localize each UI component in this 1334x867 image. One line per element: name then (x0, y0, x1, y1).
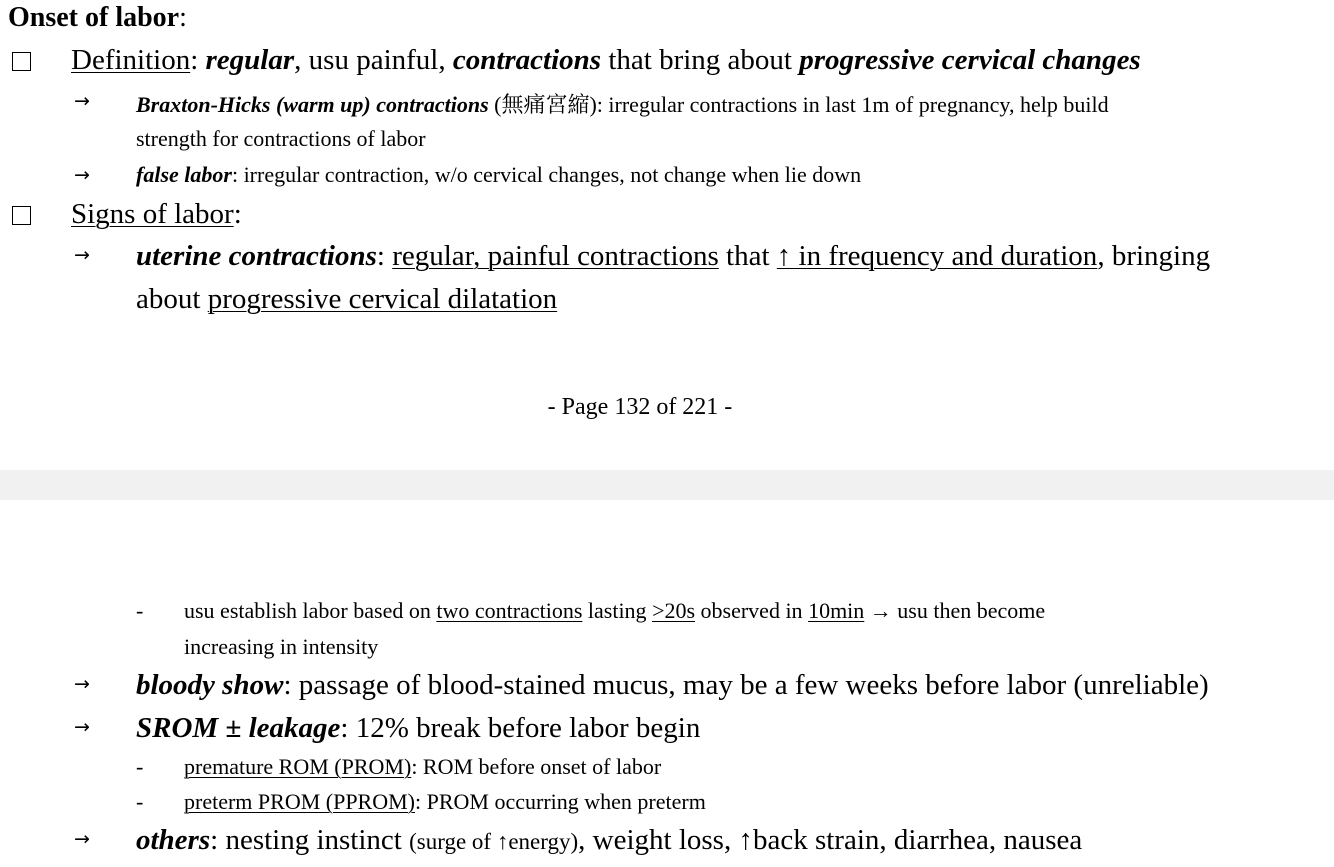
prom-line: premature ROM (PROM): ROM before onset of labor (184, 754, 662, 779)
braxton-hicks-line: Braxton-Hicks (warm up) contractions (無痛宮縮): irregular contractions in last 1m of pregnancy, help build (136, 92, 1109, 117)
others-line: others: nesting instinct (surge of ↑energy), weight loss, ↑back strain, diarrhea, nausea (136, 824, 1083, 856)
arrow-bullet-icon: → (74, 90, 90, 112)
uterine-contractions-line: uterine contractions: regular, painful contractions that ↑ in frequency and duration, bringing (136, 240, 1211, 272)
dash-bullet: - (136, 789, 144, 814)
srom-line: SROM ± leakage: 12% break before labor begin (136, 712, 701, 744)
arrow-bullet-icon: → (74, 828, 90, 850)
checkbox-icon (12, 206, 31, 225)
signs-of-labor-heading: Signs of labor: (71, 198, 242, 230)
establish-labor-line: usu establish labor based on two contractions lasting >20s observed in 10min → usu then become (184, 598, 1046, 623)
arrow-bullet-icon: → (74, 244, 90, 266)
definition-line: Definition: regular, usu painful, contractions that bring about progressive cervical changes (71, 44, 1141, 76)
bloody-show-line: bloody show: passage of blood-stained mucus, may be a few weeks before labor (unreliable) (136, 669, 1209, 701)
section-title: Onset of labor: (8, 2, 187, 33)
uterine-contractions-continuation: about progressive cervical dilatation (136, 283, 558, 315)
braxton-hicks-continuation: strength for contractions of labor (136, 126, 426, 151)
dash-bullet: - (136, 598, 144, 623)
document-page-133 (0, 500, 1334, 867)
arrow-bullet-icon: → (74, 164, 90, 186)
pprom-line: preterm PROM (PPROM): PROM occurring when preterm (184, 789, 706, 814)
arrow-bullet-icon: → (74, 673, 90, 695)
checkbox-icon (12, 52, 31, 71)
dash-bullet: - (136, 754, 144, 779)
page-number-footer: - Page 132 of 221 - (547, 394, 733, 420)
page-separator (0, 470, 1334, 500)
arrow-bullet-icon: → (74, 716, 90, 738)
establish-labor-continuation: increasing in intensity (184, 634, 379, 659)
false-labor-line: false labor: irregular contraction, w/o cervical changes, not change when lie down (136, 162, 862, 187)
